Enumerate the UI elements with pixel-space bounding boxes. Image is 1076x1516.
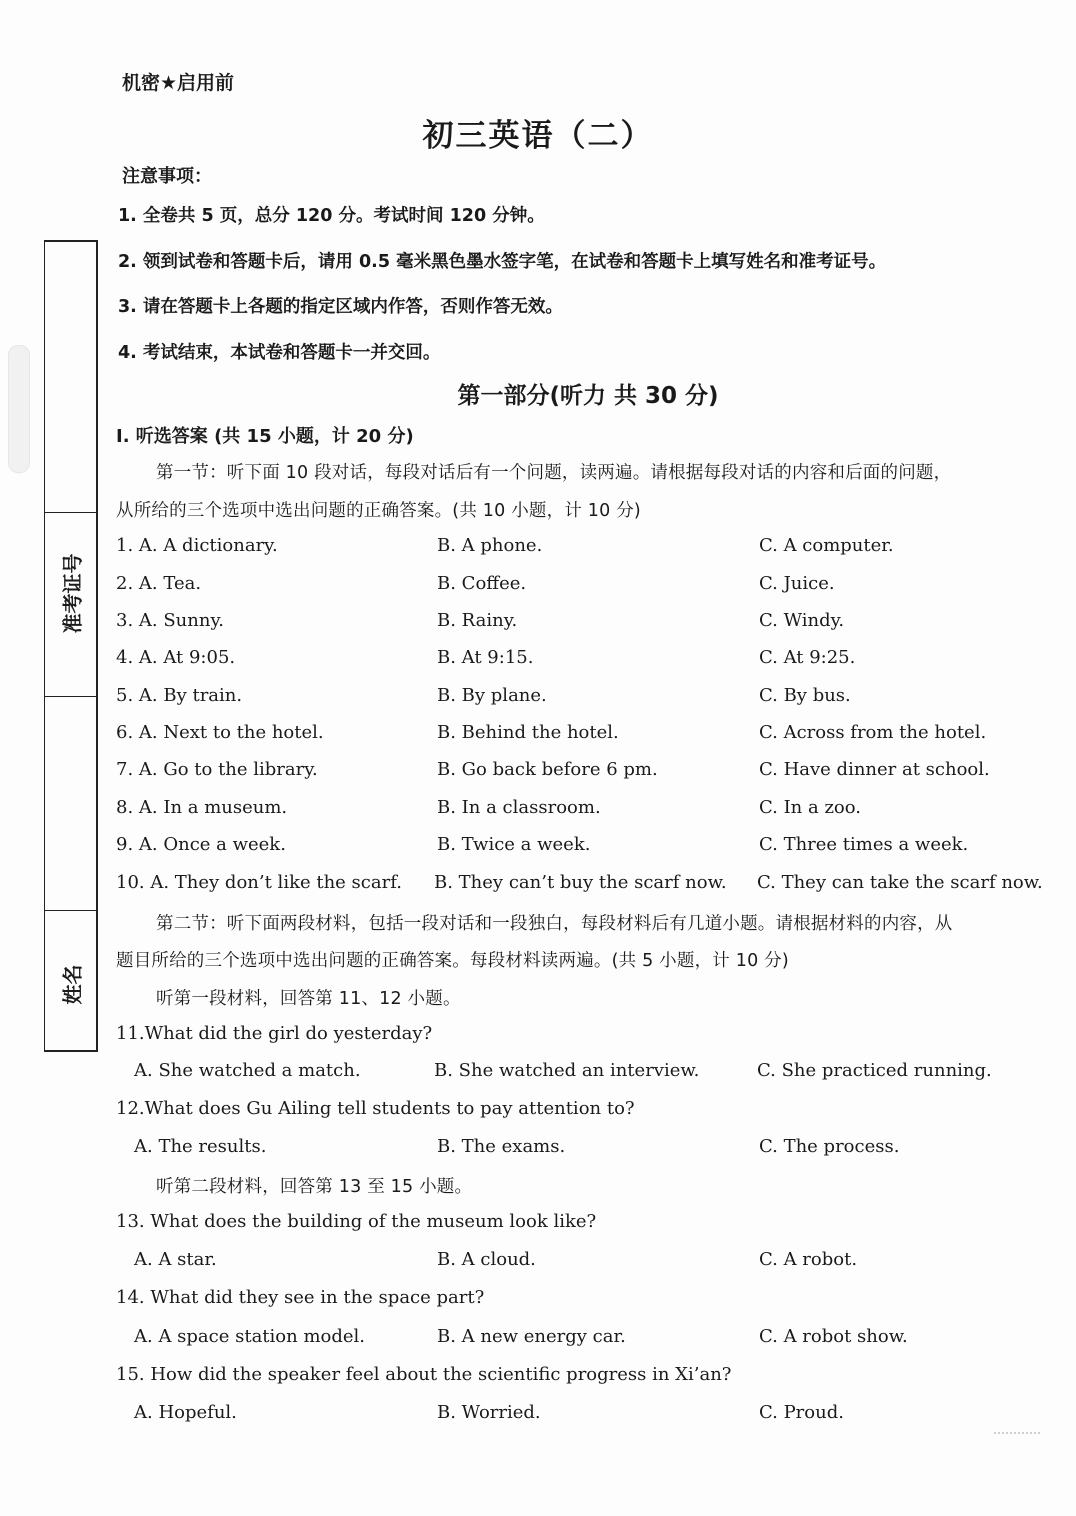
name-label: 姓名 bbox=[60, 964, 85, 1005]
option-b: B. At 9:15. bbox=[437, 647, 534, 668]
notice-item: 4. 考试结束，本试卷和答题卡一并交回。 bbox=[118, 343, 441, 363]
material2-intro: 听第二段材料，回答第 13 至 15 小题。 bbox=[156, 1177, 473, 1197]
box-divider bbox=[45, 512, 96, 513]
option-c: C. Windy. bbox=[759, 610, 845, 631]
section1-intro: 第一节：听下面 10 段对话，每段对话后有一个问题，读两遍。请根据每段对话的内容和后面的问题， bbox=[156, 463, 952, 483]
page-title: 初三英语（二） bbox=[422, 118, 654, 154]
option-a: 6. A. Next to the hotel. bbox=[116, 722, 324, 743]
option-a: A. Hopeful. bbox=[134, 1402, 237, 1423]
notice-item: 2. 领到试卷和答题卡后，请用 0.5 毫米黑色墨水签字笔，在试卷和答题卡上填写姓名和准考证号。 bbox=[118, 252, 887, 272]
question-text: 12.What does Gu Ailing tell students to pay attention to? bbox=[116, 1098, 635, 1119]
notice-heading: 注意事项： bbox=[122, 166, 212, 187]
option-c: C. A robot. bbox=[759, 1249, 858, 1270]
exam-id-label: 准考证号 bbox=[60, 553, 85, 634]
option-a: 3. A. Sunny. bbox=[116, 610, 224, 631]
option-a: 10. A. They don’t like the scarf. bbox=[116, 872, 402, 893]
option-c: C. They can take the scarf now. bbox=[757, 872, 1043, 893]
question-text: 13. What does the building of the museum look like? bbox=[116, 1211, 597, 1232]
option-b: B. The exams. bbox=[437, 1136, 566, 1157]
option-c: C. By bus. bbox=[759, 685, 851, 706]
option-a: A. She watched a match. bbox=[134, 1060, 361, 1081]
option-c: C. In a zoo. bbox=[759, 797, 862, 818]
notice-item: 1. 全卷共 5 页，总分 120 分。考试时间 120 分钟。 bbox=[118, 206, 545, 226]
option-c: C. At 9:25. bbox=[759, 647, 856, 668]
option-b: B. Coffee. bbox=[437, 573, 527, 594]
option-a: A. The results. bbox=[134, 1136, 267, 1157]
scan-artifact bbox=[994, 1432, 1040, 1435]
option-c: C. The process. bbox=[759, 1136, 900, 1157]
box-divider bbox=[45, 696, 96, 697]
option-c: C. Across from the hotel. bbox=[759, 722, 987, 743]
option-c: C. Have dinner at school. bbox=[759, 759, 990, 780]
option-b: B. They can’t buy the scarf now. bbox=[434, 872, 727, 893]
option-a: 1. A. A dictionary. bbox=[116, 535, 278, 556]
option-a: 5. A. By train. bbox=[116, 685, 243, 706]
option-b: B. Twice a week. bbox=[437, 834, 591, 855]
section2-intro: 题目所给的三个选项中选出问题的正确答案。每段材料读两遍。(共 5 小题，计 10 分) bbox=[116, 951, 789, 971]
option-c: C. Proud. bbox=[759, 1402, 844, 1423]
option-c: C. Three times a week. bbox=[759, 834, 969, 855]
option-b: B. Go back before 6 pm. bbox=[437, 759, 658, 780]
part-title: 第一部分(听力 共 30 分) bbox=[457, 383, 719, 409]
option-c: C. A robot show. bbox=[759, 1326, 908, 1347]
option-b: B. In a classroom. bbox=[437, 797, 601, 818]
question-text: 15. How did the speaker feel about the scientific progress in Xi’an? bbox=[116, 1364, 732, 1385]
box-divider bbox=[45, 910, 96, 911]
option-a: 4. A. At 9:05. bbox=[116, 647, 236, 668]
option-b: B. Worried. bbox=[437, 1402, 541, 1423]
section-heading: I. 听选答案 (共 15 小题，计 20 分) bbox=[116, 426, 414, 447]
option-a: 9. A. Once a week. bbox=[116, 834, 286, 855]
option-a: A. A space station model. bbox=[134, 1326, 366, 1347]
option-c: C. She practiced running. bbox=[757, 1060, 992, 1081]
section2-intro: 第二节：听下面两段材料，包括一段对话和一段独白，每段材料后有几道小题。请根据材料的内容，从 bbox=[156, 914, 953, 934]
option-b: B. She watched an interview. bbox=[434, 1060, 700, 1081]
question-text: 11.What did the girl do yesterday? bbox=[116, 1023, 433, 1044]
option-a: 8. A. In a museum. bbox=[116, 797, 288, 818]
option-b: B. A cloud. bbox=[437, 1249, 536, 1270]
material1-intro: 听第一段材料，回答第 11、12 小题。 bbox=[156, 989, 461, 1009]
section1-intro: 从所给的三个选项中选出问题的正确答案。(共 10 小题，计 10 分) bbox=[116, 501, 641, 521]
option-b: B. A new energy car. bbox=[437, 1326, 626, 1347]
option-b: B. A phone. bbox=[437, 535, 543, 556]
option-b: B. By plane. bbox=[437, 685, 547, 706]
option-c: C. A computer. bbox=[759, 535, 894, 556]
option-b: B. Behind the hotel. bbox=[437, 722, 619, 743]
option-a: A. A star. bbox=[134, 1249, 217, 1270]
option-a: 2. A. Tea. bbox=[116, 573, 202, 594]
candidate-info-box bbox=[44, 240, 98, 1052]
option-b: B. Rainy. bbox=[437, 610, 518, 631]
confidential-mark: 机密★启用前 bbox=[122, 72, 235, 94]
option-c: C. Juice. bbox=[759, 573, 835, 594]
notice-item: 3. 请在答题卡上各题的指定区域内作答，否则作答无效。 bbox=[118, 297, 563, 317]
question-text: 14. What did they see in the space part? bbox=[116, 1287, 485, 1308]
option-a: 7. A. Go to the library. bbox=[116, 759, 318, 780]
